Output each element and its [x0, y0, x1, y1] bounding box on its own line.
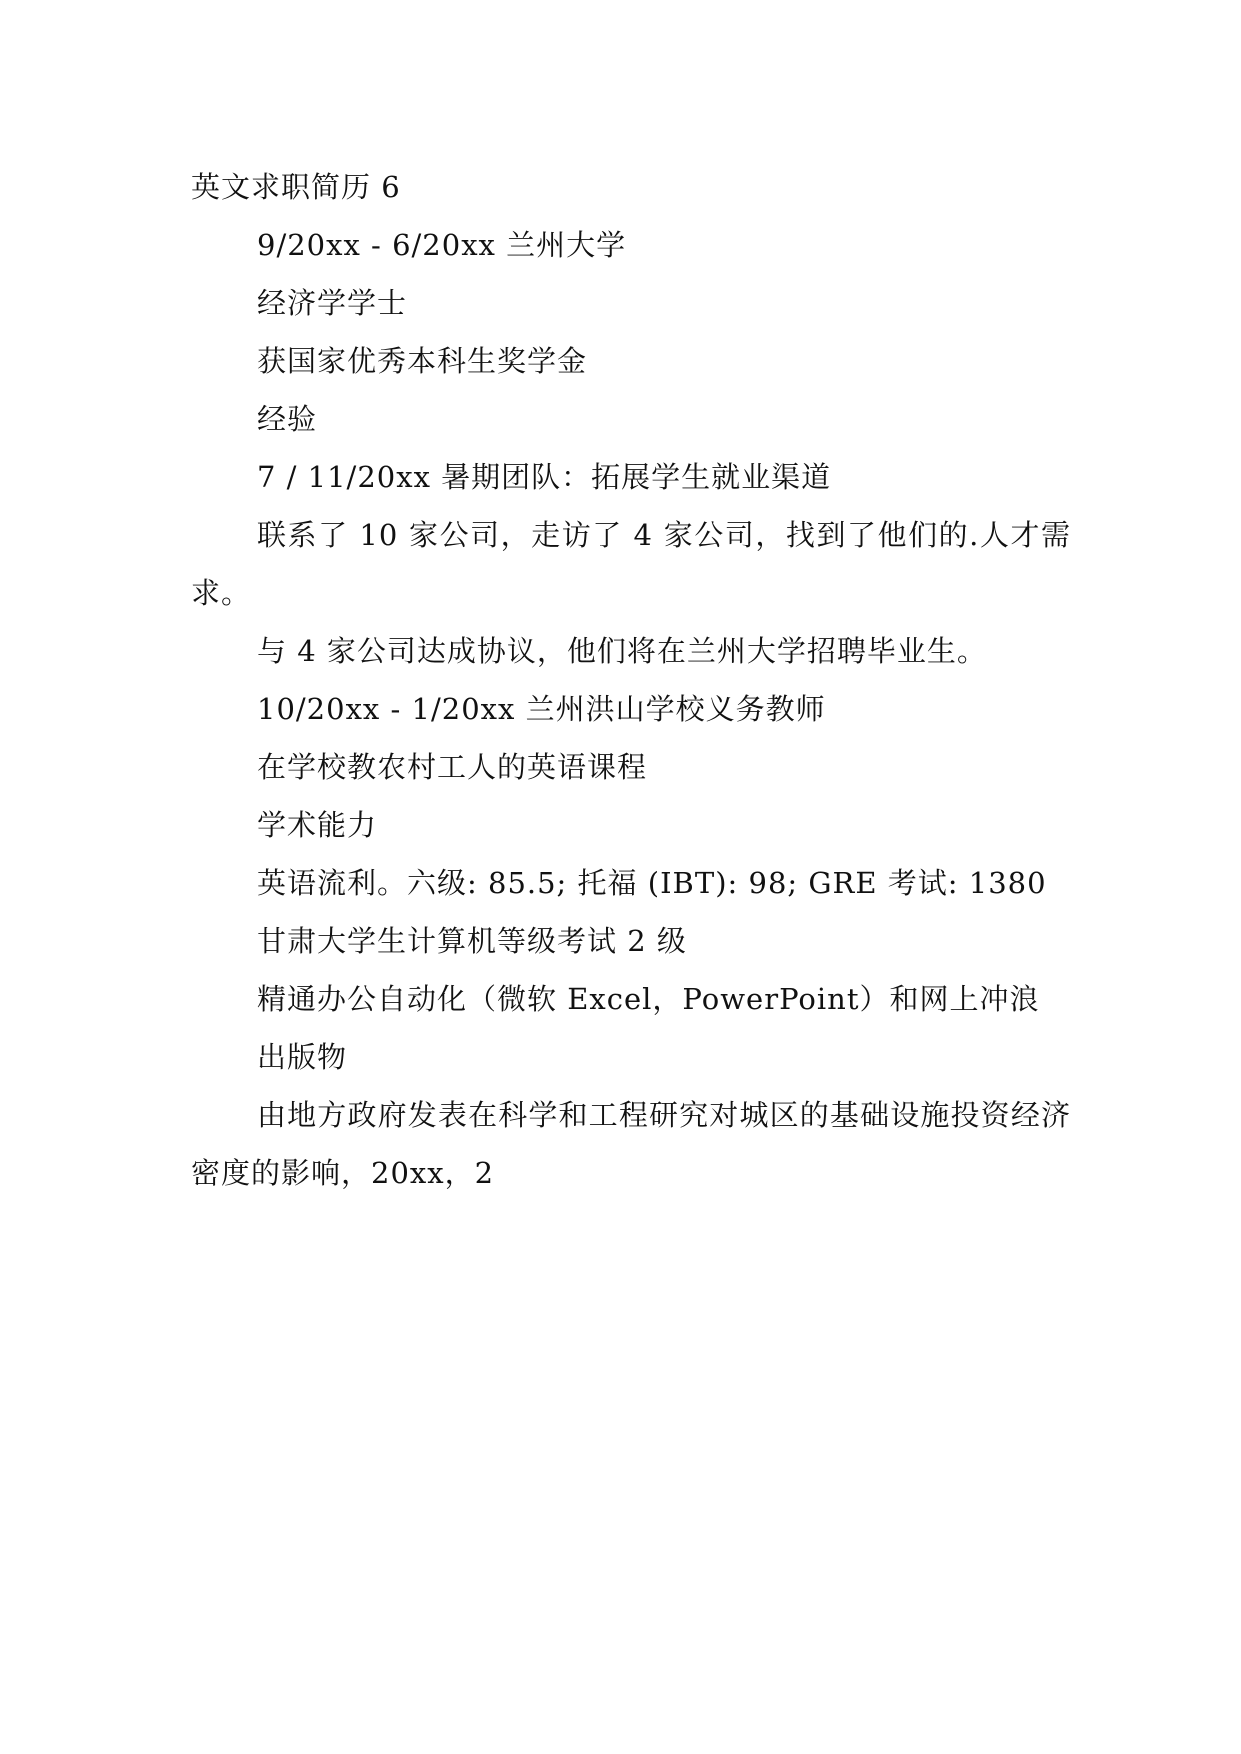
agreement-line: 与 4 家公司达成协议，他们将在兰州大学招聘毕业生。 [257, 634, 987, 668]
section-publications: 出版物 [257, 1040, 348, 1074]
paragraph-publication: 由地方政府发表在科学和工程研究对城区的基础设施投资经济密度的影响，20xx，2 [191, 1098, 1071, 1190]
teaching-detail: 在学校教农村工人的英语课程 [257, 750, 648, 784]
document-title: 英文求职简历 6 [191, 170, 401, 204]
experience-summer-team: 7 / 11/20xx 暑期团队：拓展学生就业渠道 [257, 460, 832, 494]
section-experience: 经验 [257, 402, 318, 436]
paragraph-contacts: 联系了 10 家公司，走访了 4 家公司，找到了他们的.人才需求。 [191, 518, 1071, 610]
experience-teacher: 10/20xx - 1/20xx 兰州洪山学校义务教师 [257, 692, 826, 726]
education-dates: 9/20xx - 6/20xx 兰州大学 [257, 228, 627, 262]
scholarship: 获国家优秀本科生奖学金 [257, 344, 588, 378]
english-scores: 英语流利。六级: 85.5; 托福 (IBT): 98; GRE 考试: 1380 [257, 866, 1047, 900]
section-academic: 学术能力 [257, 808, 378, 842]
paragraph-office: 精通办公自动化（微软 Excel，PowerPoint）和网上冲浪 [257, 982, 1040, 1016]
computer-exam: 甘肃大学生计算机等级考试 2 级 [257, 924, 687, 958]
document-body [191, 158, 1071, 1202]
degree: 经济学学士 [257, 286, 408, 320]
